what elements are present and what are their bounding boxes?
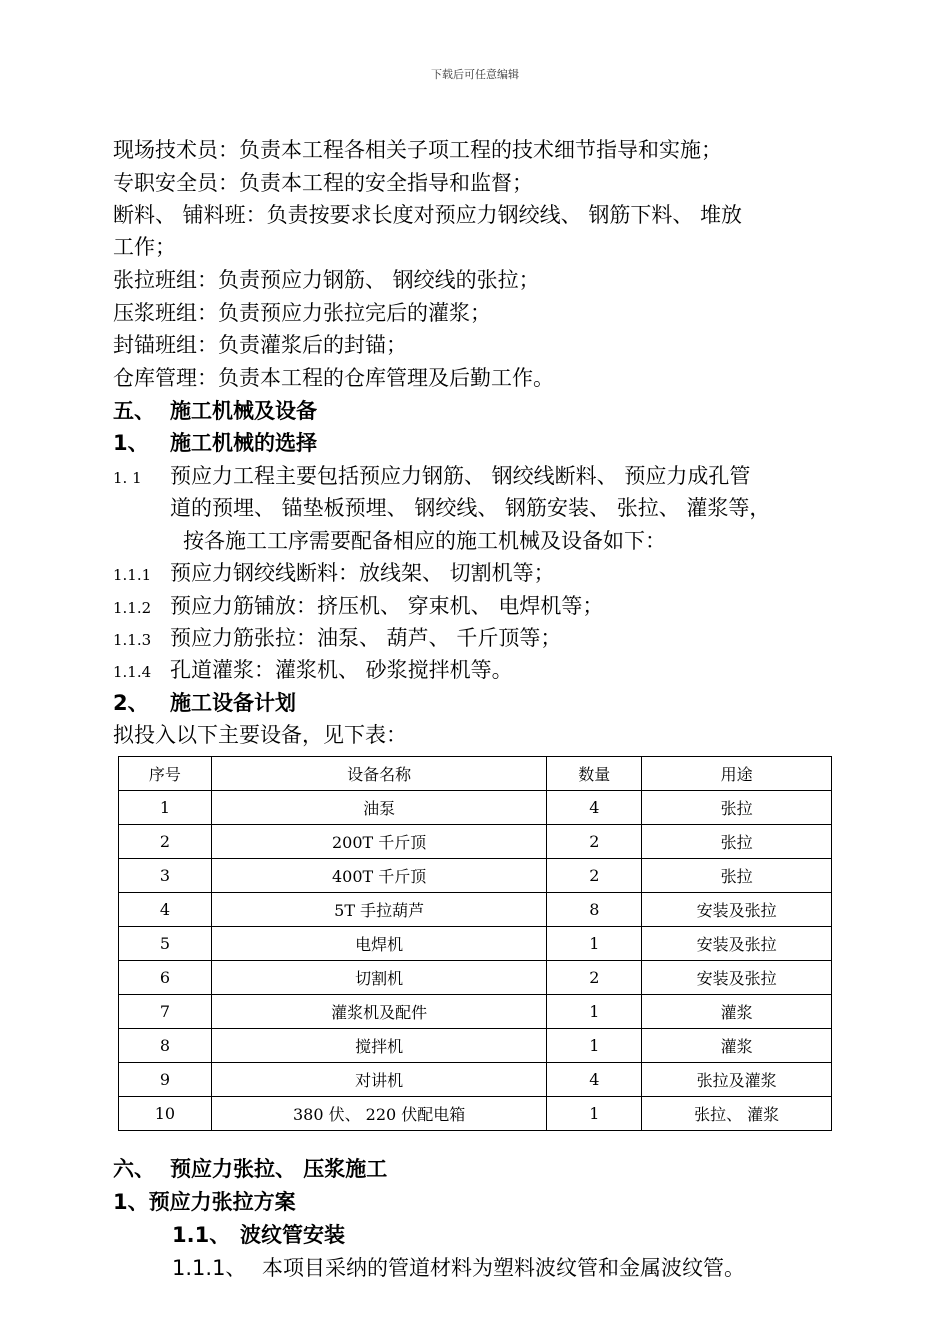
list-item [113,558,555,590]
table-row [119,1029,832,1063]
table-cell: 1 [547,1097,642,1131]
section-heading [113,396,317,426]
table-cell: 1 [119,791,212,825]
text-line: 断料、 铺料班：负责按要求长度对预应力钢绞线、 钢筋下料、 堆放 [113,203,743,227]
item-number: 1.1.1 [113,566,152,584]
table-cell: 8 [547,893,642,927]
header-cell: 序号 [119,757,212,791]
table-row [119,859,832,893]
list-item [113,655,513,687]
text-line: 张拉班组：负责预应力钢筋、 钢绞线的张拉； [113,268,540,292]
table-cell: 4 [547,791,642,825]
table-cell: 2 [547,961,642,995]
item-number: 1.1.2 [113,599,152,617]
section-number: 六、 [113,1157,155,1181]
item-text: 孔道灌浆：灌浆机、 砂浆搅拌机等。 [170,658,513,682]
table-cell: 380 伏、 220 伏配电箱 [211,1097,547,1131]
table-cell: 6 [119,961,212,995]
item-text: 预应力筋张拉：油泵、 葫芦、 千斤顶等； [170,626,562,650]
header-cell: 数量 [547,757,642,791]
paragraph-line: 按各施工工序需要配备相应的施工机械及设备如下： [183,529,666,553]
table-cell: 搅拌机 [211,1029,547,1063]
table-cell: 2 [119,825,212,859]
table-intro: 拟投入以下主要设备，见下表： [113,723,407,747]
text-line: 封锚班组：负责灌浆后的封锚； [113,333,407,357]
table-cell: 4 [547,1063,642,1097]
table-cell: 9 [119,1063,212,1097]
section-title: 预应力张拉、 压浆施工 [170,1157,388,1181]
text-line: 压浆班组：负责预应力张拉完后的灌浆； [113,301,491,325]
table-cell: 灌浆机及配件 [211,995,547,1029]
paragraph-line: 道的预埋、 锚垫板预埋、 钢绞线、 钢筋安装、 张拉、 灌浆等， [170,496,771,520]
table-cell: 2 [547,859,642,893]
table-cell: 张拉 [642,791,832,825]
paragraph-text: 预应力工程主要包括预应力钢筋、 钢绞线断料、 预应力成孔管 [170,464,751,488]
list-item [113,623,562,655]
text-line: 工作； [113,235,176,259]
table-cell: 电焊机 [211,927,547,961]
subsubsection-heading [172,1220,345,1250]
subsection-number: 2、 [113,691,149,715]
table-cell: 对讲机 [211,1063,547,1097]
text-line: 现场技术员：负责本工程各相关子项工程的技术细节指导和实施； [113,138,722,162]
subsection-heading [113,688,296,718]
table-cell: 安装及张拉 [642,893,832,927]
table-cell: 5T 手拉葫芦 [211,893,547,927]
list-item [113,591,604,623]
paragraph-line [172,1253,745,1283]
table-cell: 安装及张拉 [642,927,832,961]
paragraph-line [113,461,751,493]
table-row [119,791,832,825]
item-text: 预应力筋铺放：挤压机、 穿束机、 电焊机等； [170,594,604,618]
table-cell: 张拉及灌浆 [642,1063,832,1097]
item-text: 预应力钢绞线断料：放线架、 切割机等； [170,561,555,585]
header-cell: 用途 [642,757,832,791]
table-cell: 切割机 [211,961,547,995]
header-cell: 设备名称 [211,757,547,791]
table-row [119,995,832,1029]
subsubsection-title: 波纹管安装 [240,1223,345,1247]
table-cell: 7 [119,995,212,1029]
table-cell: 张拉 [642,859,832,893]
paragraph-number: 1. 1 [113,469,142,487]
table-cell: 400T 千斤顶 [211,859,547,893]
text-line: 专职安全员：负责本工程的安全指导和监督； [113,171,533,195]
subsection-title: 施工设备计划 [170,691,296,715]
subsubsection-number: 1.1、 [172,1223,231,1247]
text-line: 仓库管理：负责本工程的仓库管理及后勤工作。 [113,366,554,390]
item-number: 1.1.4 [113,663,152,681]
table-cell: 1 [547,1029,642,1063]
page-header: 下载后可任意编辑 [431,68,519,81]
table-cell: 3 [119,859,212,893]
table-cell: 10 [119,1097,212,1131]
table-cell: 1 [547,995,642,1029]
subsection-heading [113,428,317,458]
table-cell: 安装及张拉 [642,961,832,995]
item-number: 1.1.3 [113,631,152,649]
table-row [119,1063,832,1097]
table-cell: 8 [119,1029,212,1063]
subsection-number: 1、 [113,431,149,455]
table-cell: 灌浆 [642,1029,832,1063]
paragraph-number: 1.1.1、 [172,1256,247,1280]
table-cell: 张拉 [642,825,832,859]
table-cell: 200T 千斤顶 [211,825,547,859]
subsection-heading: 1、预应力张拉方案 [113,1190,296,1214]
table-row [119,927,832,961]
subsection-title: 施工机械的选择 [170,431,317,455]
table-header-row [119,757,832,791]
table-cell: 油泵 [211,791,547,825]
table-row [119,893,832,927]
table-row [119,1097,832,1131]
section-number: 五、 [113,399,155,423]
table-cell: 灌浆 [642,995,832,1029]
table-cell: 1 [547,927,642,961]
table-row [119,825,832,859]
table-cell: 4 [119,893,212,927]
section-title: 施工机械及设备 [170,399,317,423]
table-cell: 张拉、 灌浆 [642,1097,832,1131]
table-row [119,961,832,995]
equipment-table [118,756,832,1131]
paragraph-text: 本项目采纳的管道材料为塑料波纹管和金属波纹管。 [262,1256,745,1280]
table-cell: 2 [547,825,642,859]
table-cell: 5 [119,927,212,961]
section-heading [113,1154,388,1184]
